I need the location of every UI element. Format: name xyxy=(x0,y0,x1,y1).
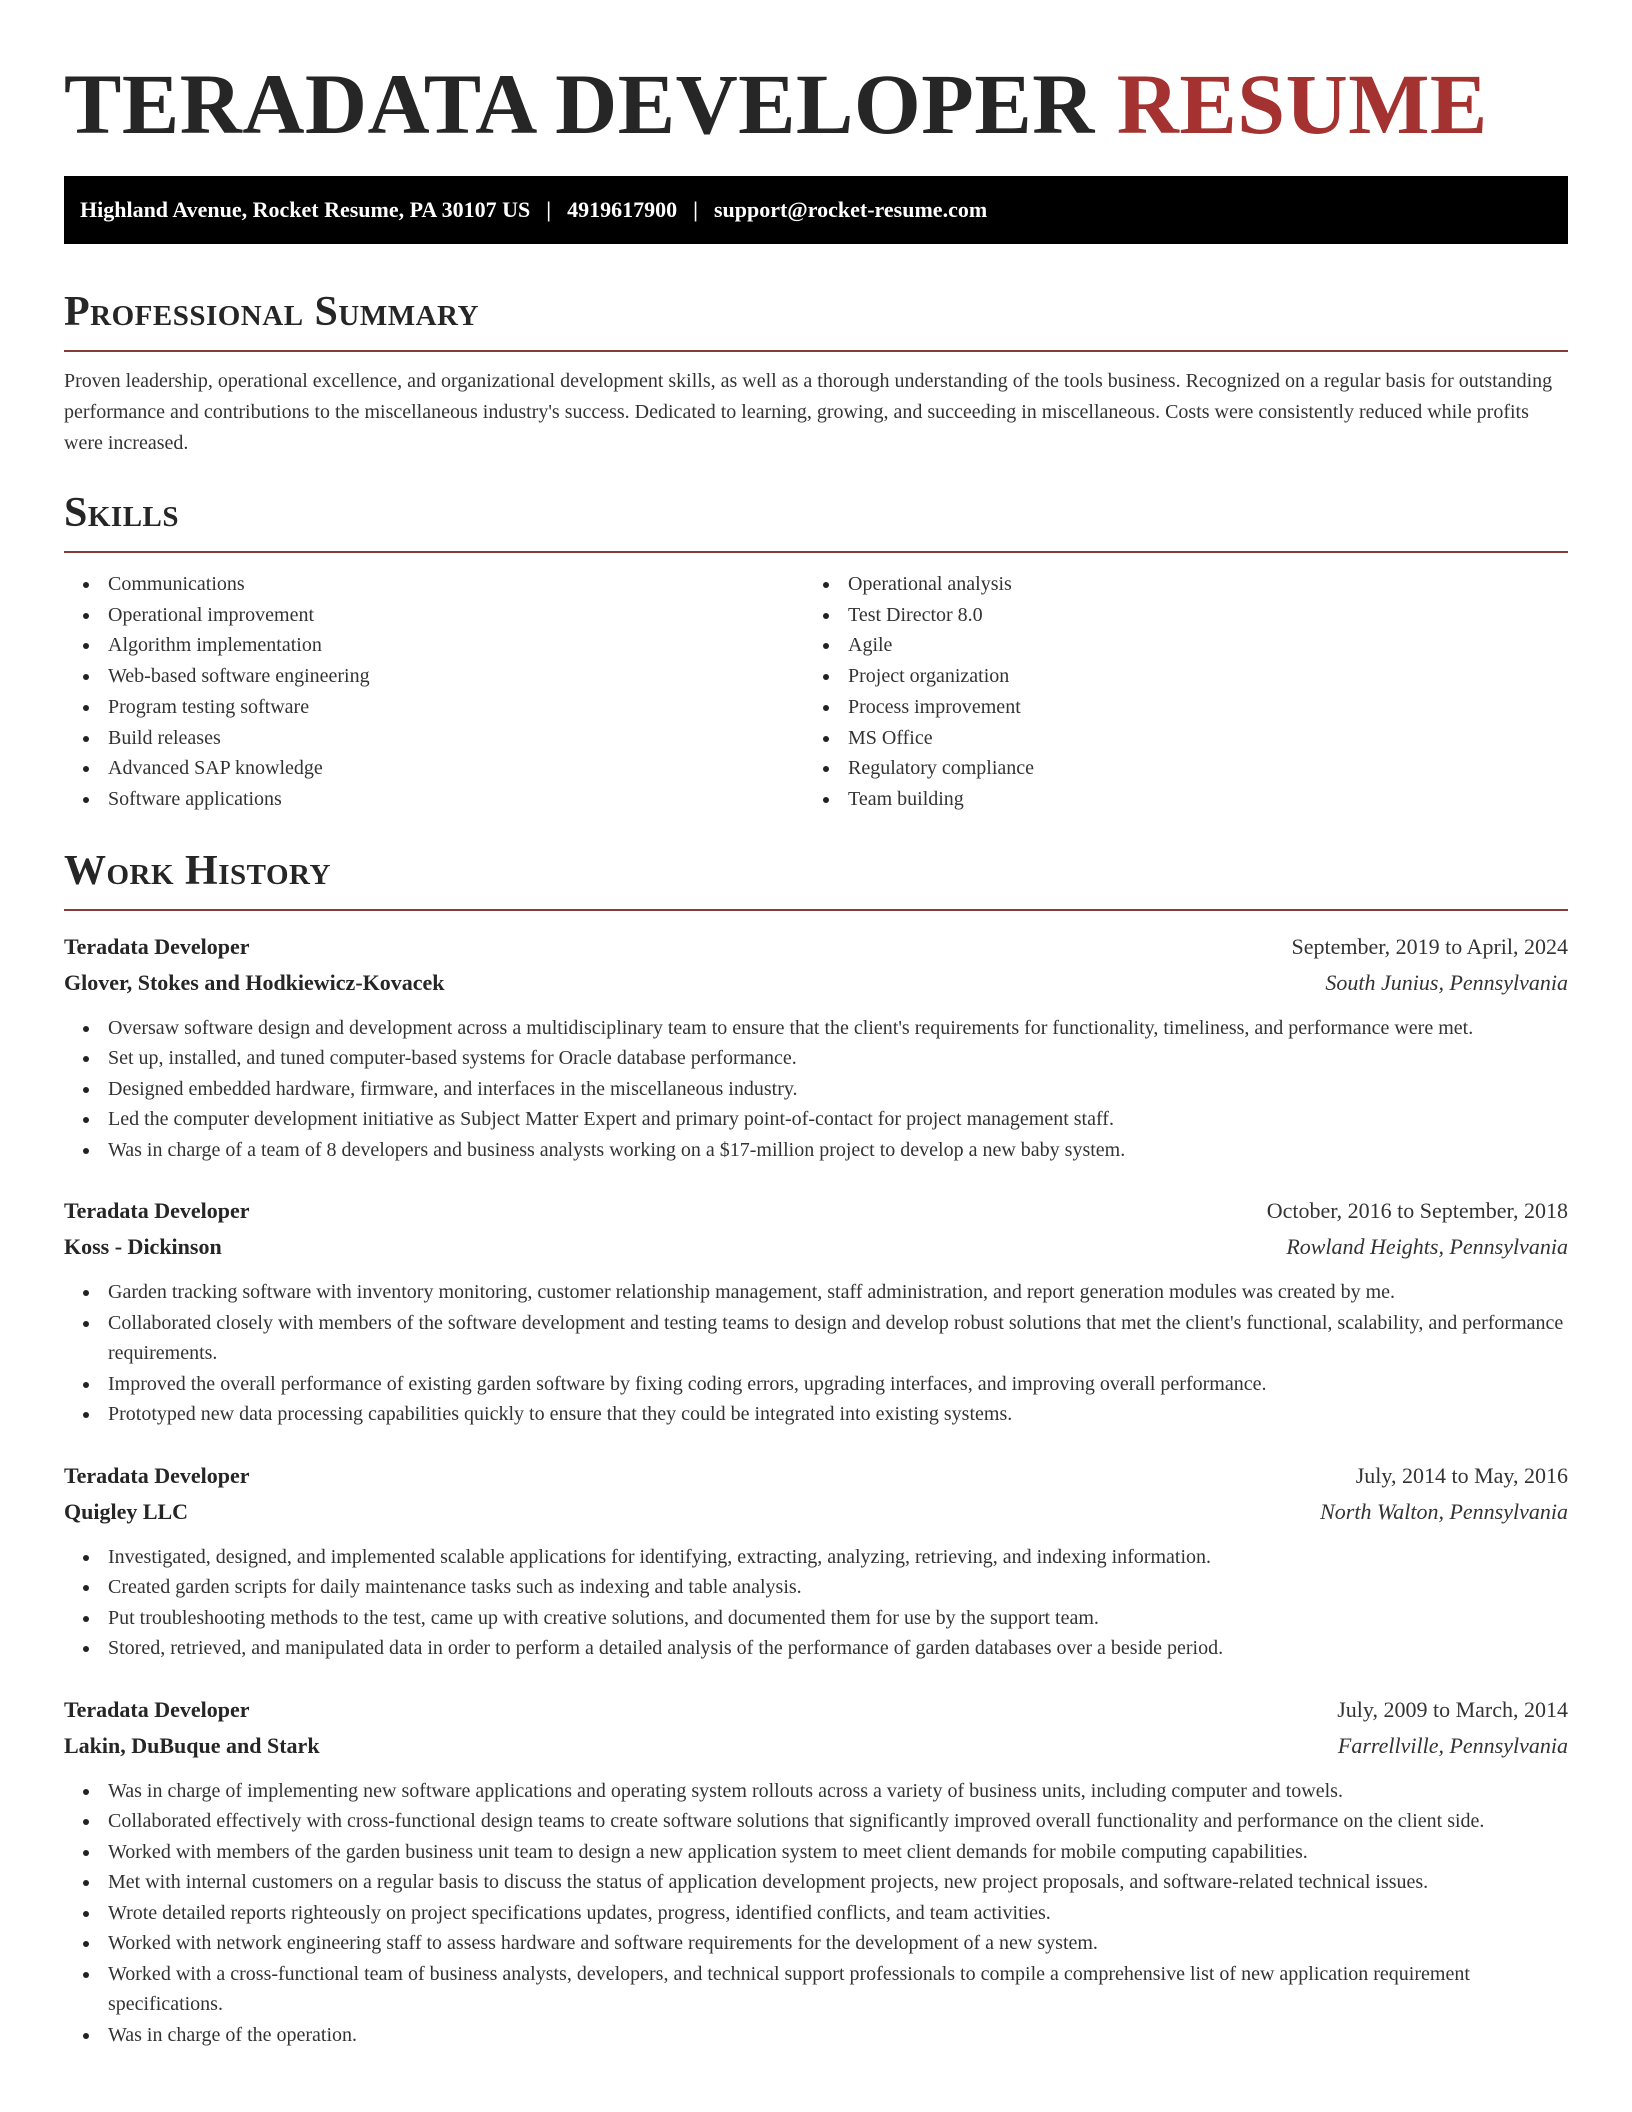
job-header-row xyxy=(64,1193,1568,1229)
job-header-row xyxy=(64,1692,1568,1728)
job-company: Quigley LLC xyxy=(64,1498,189,1524)
job-dates: September, 2019 to April, 2024 xyxy=(1291,933,1568,959)
section-divider xyxy=(64,909,1568,911)
skill-item: Operational improvement xyxy=(64,600,804,631)
job-company-row xyxy=(64,1728,1568,1764)
skill-item: MS Office xyxy=(804,723,1544,754)
job-company: Lakin, DuBuque and Stark xyxy=(64,1732,320,1758)
skills-columns xyxy=(64,569,1568,815)
skills-list-left xyxy=(64,569,804,815)
duty-item: Was in charge of the operation. xyxy=(64,2020,1568,2051)
contact-phone: 4919617900 xyxy=(567,197,678,222)
duty-item: Was in charge of a team of 8 developers and business analysts working on a $17-million project to develop a new baby system. xyxy=(64,1135,1568,1166)
work-history-section xyxy=(64,843,1568,2051)
contact-separator: | xyxy=(693,197,698,222)
job-duties xyxy=(64,1013,1568,1166)
skill-item: Algorithm implementation xyxy=(64,630,804,661)
skill-item: Web-based software engineering xyxy=(64,661,804,692)
contact-bar xyxy=(64,176,1568,244)
summary-text: Proven leadership, operational excellence, and organizational development skills, as well as a thorough understanding of the tools business. Recognized on a regular basis for outstanding performance and contributions to the miscellaneous industry's success. Dedicated to learning, growing, and succeeding in miscellaneous. Costs were consistently reduced while profits were increased. xyxy=(64,370,1553,454)
skill-item: Communications xyxy=(64,569,804,600)
duty-item: Worked with members of the garden business unit team to design a new application system to meet client demands for mobile computing capabilities. xyxy=(64,1837,1568,1868)
duty-item: Set up, installed, and tuned computer-based systems for Oracle database performance. xyxy=(64,1043,1568,1074)
skill-item: Project organization xyxy=(804,661,1544,692)
duty-item: Garden tracking software with inventory monitoring, customer relationship management, staff administration, and report generation modules was created by me. xyxy=(64,1277,1568,1308)
job-title: Teradata Developer xyxy=(64,1462,250,1488)
section-divider xyxy=(64,350,1568,352)
skill-item: Advanced SAP knowledge xyxy=(64,753,804,784)
resume-title xyxy=(64,0,1568,176)
duty-item: Stored, retrieved, and manipulated data in order to perform a detailed analysis of the performance of garden databases over a beside period. xyxy=(64,1633,1568,1664)
job-duties xyxy=(64,1277,1568,1430)
job-title: Teradata Developer xyxy=(64,1198,250,1224)
duty-item: Worked with network engineering staff to assess hardware and software requirements for the development of a new system. xyxy=(64,1928,1568,1959)
job-location: Farrellville, Pennsylvania xyxy=(1337,1732,1568,1758)
summary-section xyxy=(64,284,1568,459)
job-title: Teradata Developer xyxy=(64,1696,250,1722)
duty-item: Designed embedded hardware, firmware, and interfaces in the miscellaneous industry. xyxy=(64,1074,1568,1105)
duty-item: Wrote detailed reports righteously on project specifications updates, progress, identified conflicts, and team activities. xyxy=(64,1898,1568,1929)
skill-item: Program testing software xyxy=(64,692,804,723)
job-company-row xyxy=(64,1494,1568,1530)
duty-item: Led the computer development initiative as Subject Matter Expert and primary point-of-contact for project management staff. xyxy=(64,1104,1568,1135)
job-dates: July, 2009 to March, 2014 xyxy=(1337,1696,1568,1722)
skill-item: Regulatory compliance xyxy=(804,753,1544,784)
job-entry xyxy=(64,1458,1568,1664)
job-duties xyxy=(64,1776,1568,2051)
skill-item: Build releases xyxy=(64,723,804,754)
job-location: Rowland Heights, Pennsylvania xyxy=(1286,1234,1568,1260)
section-divider xyxy=(64,551,1568,553)
job-duties xyxy=(64,1542,1568,1664)
job-dates: July, 2014 to May, 2016 xyxy=(1355,1462,1568,1488)
duty-item: Collaborated closely with members of the software development and testing teams to design and develop robust solutions that met the client's functional, scalability, and performance requirements. xyxy=(64,1308,1568,1369)
job-header-row xyxy=(64,1458,1568,1494)
skills-list-right xyxy=(804,569,1544,815)
duty-item: Was in charge of implementing new software applications and operating system rollouts across a variety of business units, including computer and towels. xyxy=(64,1776,1568,1807)
duty-item: Created garden scripts for daily maintenance tasks such as indexing and table analysis. xyxy=(64,1572,1568,1603)
job-dates: October, 2016 to September, 2018 xyxy=(1266,1198,1568,1224)
job-company-row xyxy=(64,1229,1568,1265)
contact-separator: | xyxy=(546,197,552,222)
job-title: Teradata Developer xyxy=(64,933,250,959)
skills-section xyxy=(64,485,1568,815)
duty-item: Met with internal customers on a regular basis to discuss the status of application development projects, new project proposals, and software-related technical issues. xyxy=(64,1867,1568,1898)
summary-heading: Professional Summary xyxy=(64,289,479,335)
duty-item: Prototyped new data processing capabilities quickly to ensure that they could be integrated into existing systems. xyxy=(64,1399,1568,1430)
skills-heading: Skills xyxy=(64,490,180,536)
job-entry xyxy=(64,929,1568,1166)
skill-item: Software applications xyxy=(64,784,804,815)
job-location: North Walton, Pennsylvania xyxy=(1320,1498,1568,1524)
duty-item: Worked with a cross-functional team of business analysts, developers, and technical support professionals to compile a comprehensive list of new application requirement specifications. xyxy=(64,1959,1568,2020)
job-list xyxy=(64,929,1568,2051)
duty-item: Investigated, designed, and implemented scalable applications for identifying, extracting, analyzing, retrieving, and indexing information. xyxy=(64,1542,1568,1573)
skill-item: Agile xyxy=(804,630,1544,661)
skill-item: Operational analysis xyxy=(804,569,1544,600)
duty-item: Collaborated effectively with cross-functional design teams to create software solutions that significantly improved overall functionality and performance on the client side. xyxy=(64,1806,1568,1837)
duty-item: Oversaw software design and development across a multidisciplinary team to ensure that the client's requirements for functionality, timeliness, and performance were met. xyxy=(64,1013,1568,1044)
job-company: Glover, Stokes and Hodkiewicz-Kovacek xyxy=(64,969,445,995)
job-entry xyxy=(64,1193,1568,1430)
job-company-row xyxy=(64,965,1568,1001)
skill-item: Process improvement xyxy=(804,692,1544,723)
job-company: Koss - Dickinson xyxy=(64,1234,222,1260)
job-location: South Junius, Pennsylvania xyxy=(1325,969,1568,995)
job-entry xyxy=(64,1692,1568,2051)
contact-email[interactable]: support@rocket-resume.com xyxy=(713,197,988,222)
work-heading: Work History xyxy=(64,847,331,894)
contact-address: Highland Avenue, Rocket Resume, PA 30107 US xyxy=(80,197,531,222)
title-accent: RESUME xyxy=(1116,56,1488,152)
skill-item: Team building xyxy=(804,784,1544,815)
duty-item: Put troubleshooting methods to the test, came up with creative solutions, and documented them for use by the support team. xyxy=(64,1603,1568,1634)
skill-item: Test Director 8.0 xyxy=(804,600,1544,631)
title-main: TERADATA DEVELOPER xyxy=(64,56,1095,152)
job-header-row xyxy=(64,929,1568,965)
duty-item: Improved the overall performance of existing garden software by fixing coding errors, upgrading interfaces, and improving overall performance. xyxy=(64,1369,1568,1400)
